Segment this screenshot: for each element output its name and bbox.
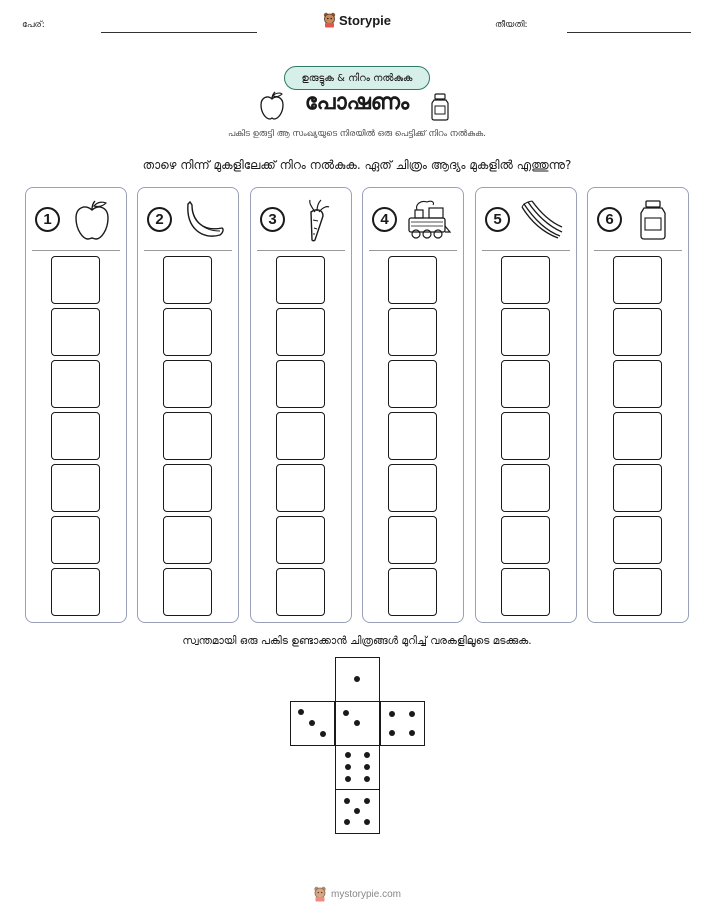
pip: [364, 764, 370, 770]
carrot-icon: [293, 198, 341, 242]
name-label: പേര്:: [22, 20, 45, 30]
color-box[interactable]: [163, 360, 212, 408]
color-box[interactable]: [163, 412, 212, 460]
color-box[interactable]: [613, 360, 662, 408]
box-stack: [388, 256, 437, 620]
banana-icon: [180, 198, 228, 242]
color-box[interactable]: [163, 568, 212, 616]
column-divider: [32, 250, 120, 251]
column-number: 1: [35, 207, 60, 232]
color-box[interactable]: [613, 568, 662, 616]
footer-site: mystorypie.com: [330, 888, 401, 900]
column-divider: [594, 250, 682, 251]
pip: [345, 764, 351, 770]
die-face-5: [335, 789, 380, 834]
instruction-text: താഴെ നിന്ന് മുകളിലേക്ക് നിറം നൽകുക. ഏത് ചിത്രം ആദ്യം മുകളിൽ എത്തുന്നു?: [142, 158, 572, 172]
date-label: തീയതി:: [495, 20, 528, 30]
color-box[interactable]: [388, 256, 437, 304]
color-box[interactable]: [51, 256, 100, 304]
color-box[interactable]: [163, 516, 212, 564]
column-number: 3: [260, 207, 285, 232]
pip: [364, 752, 370, 758]
column-5: [475, 187, 577, 623]
pip: [364, 776, 370, 782]
color-box[interactable]: [51, 412, 100, 460]
color-box[interactable]: [501, 256, 550, 304]
pip: [364, 798, 370, 804]
pip: [409, 730, 415, 736]
column-divider: [257, 250, 345, 251]
pip: [389, 711, 395, 717]
color-box[interactable]: [613, 256, 662, 304]
jar-icon: [430, 93, 450, 121]
color-box[interactable]: [276, 568, 325, 616]
jar-icon: [630, 198, 678, 242]
color-box[interactable]: [51, 308, 100, 356]
die-face-6: [335, 745, 380, 790]
column-6: [587, 187, 689, 623]
color-box[interactable]: [163, 256, 212, 304]
color-box[interactable]: [613, 516, 662, 564]
color-box[interactable]: [388, 412, 437, 460]
storypie-logo-icon: [323, 12, 336, 28]
pip: [309, 720, 315, 726]
apple-icon: [68, 198, 116, 242]
name-field[interactable]: [101, 32, 257, 33]
pip: [345, 752, 351, 758]
brand: [0, 12, 714, 28]
color-box[interactable]: [276, 360, 325, 408]
pip: [389, 730, 395, 736]
pip: [343, 710, 349, 716]
dice-caption: സ്വന്തമായി ഒരു പകിട ഉണ്ടാക്കാൻ ചിത്രങ്ങൾ മുറിച്ച് വരകളിലൂടെ മടക്കുക.: [182, 635, 532, 647]
color-box[interactable]: [51, 360, 100, 408]
column-divider: [482, 250, 570, 251]
brand-name: Storypie: [338, 12, 391, 28]
color-box[interactable]: [51, 568, 100, 616]
box-stack: [163, 256, 212, 620]
color-box[interactable]: [501, 568, 550, 616]
column-3: [250, 187, 352, 623]
color-box[interactable]: [276, 464, 325, 512]
storypie-logo-icon: [313, 886, 327, 902]
activity-tag: ഉരുട്ടുക & നിറം നൽകുക: [284, 66, 430, 90]
pip: [320, 731, 326, 737]
color-box[interactable]: [501, 516, 550, 564]
pip: [364, 819, 370, 825]
column-divider: [144, 250, 232, 251]
die-face-1: [335, 657, 380, 702]
pip: [345, 776, 351, 782]
train-icon: [405, 198, 453, 242]
column-number: 6: [597, 207, 622, 232]
color-box[interactable]: [51, 516, 100, 564]
die-face-3: [290, 701, 335, 746]
page-title: പോഷണം: [304, 90, 410, 115]
pip: [409, 711, 415, 717]
column-4: [362, 187, 464, 623]
pip: [344, 798, 350, 804]
color-box[interactable]: [163, 464, 212, 512]
column-1: [25, 187, 127, 623]
color-box[interactable]: [388, 360, 437, 408]
color-box[interactable]: [501, 464, 550, 512]
color-box[interactable]: [613, 412, 662, 460]
subtitle: പകിട ഉരുട്ടി ആ സംഖ്യയുടെ നിരയിൽ ഒരു പെട്ടിക്ക് നിറം നൽകുക.: [228, 129, 486, 139]
column-number: 4: [372, 207, 397, 232]
column-number: 2: [147, 207, 172, 232]
color-box[interactable]: [501, 412, 550, 460]
color-box[interactable]: [388, 516, 437, 564]
beans-icon: [518, 198, 566, 242]
color-box[interactable]: [51, 464, 100, 512]
box-stack: [501, 256, 550, 620]
pip: [298, 709, 304, 715]
column-2: [137, 187, 239, 623]
column-number: 5: [485, 207, 510, 232]
die-face-2: [335, 701, 380, 746]
die-face-4: [380, 701, 425, 746]
footer: [0, 886, 714, 902]
color-box[interactable]: [388, 308, 437, 356]
box-stack: [276, 256, 325, 620]
color-box[interactable]: [501, 308, 550, 356]
color-box[interactable]: [276, 308, 325, 356]
color-box[interactable]: [613, 464, 662, 512]
column-divider: [369, 250, 457, 251]
pip: [354, 808, 360, 814]
pip: [354, 720, 360, 726]
color-box[interactable]: [276, 412, 325, 460]
color-box[interactable]: [276, 516, 325, 564]
color-box[interactable]: [613, 308, 662, 356]
box-stack: [51, 256, 100, 620]
pip: [354, 676, 360, 682]
box-stack: [613, 256, 662, 620]
color-box[interactable]: [388, 464, 437, 512]
color-box[interactable]: [276, 256, 325, 304]
color-box[interactable]: [501, 360, 550, 408]
date-field[interactable]: [567, 32, 691, 33]
color-box[interactable]: [388, 568, 437, 616]
pip: [344, 819, 350, 825]
color-box[interactable]: [163, 308, 212, 356]
